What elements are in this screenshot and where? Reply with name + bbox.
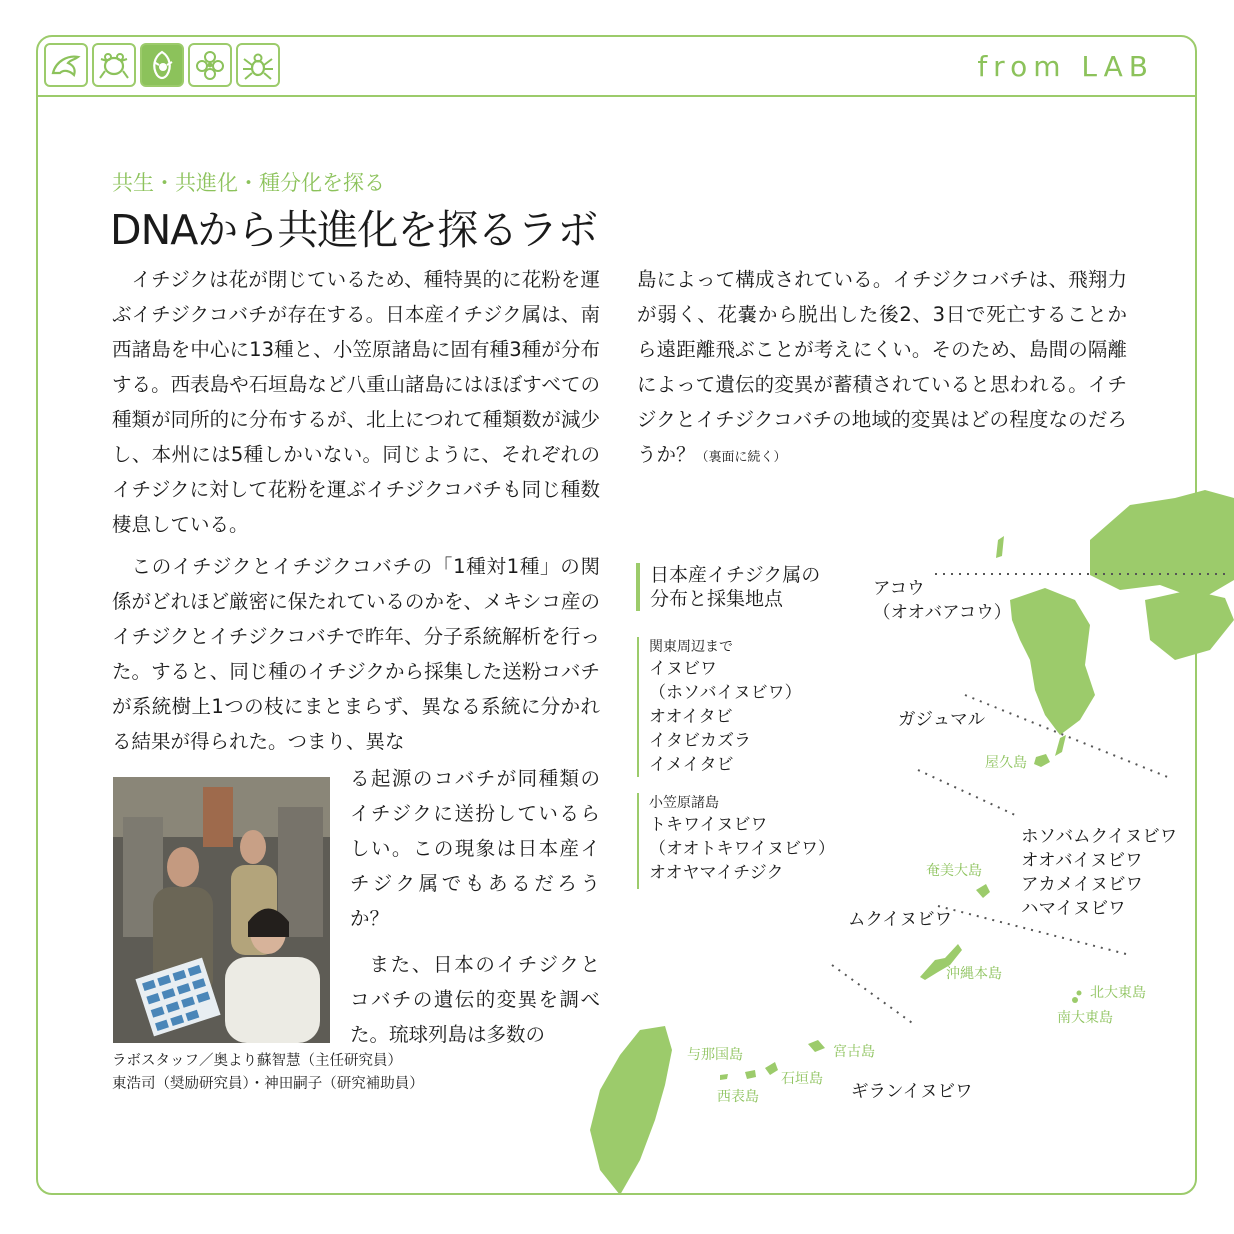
caption-line-2: 東浩司（奨励研究員）・神田嗣子（研究補助員）: [112, 1076, 424, 1092]
article-title: DNAから共進化を探るラボ: [110, 206, 598, 254]
species-label-gajumaru: ガジュマル: [898, 710, 986, 730]
caption-line-1: ラボスタッフ／奥より蘇智慧（主任研究員）: [112, 1053, 402, 1069]
species-label-mukuinubiwa: ムクイヌビワ: [848, 910, 953, 930]
list-item: オオヤマイチジク: [649, 863, 784, 883]
list-item: オオイタビ: [649, 707, 733, 727]
yakushima-land: [1034, 754, 1050, 767]
island-label-iriomote: 西表島: [717, 1089, 759, 1105]
from-lab-label: from LAB: [977, 50, 1154, 83]
body-paragraph-4-text: 島によって構成されている。イチジクコバチは、飛翔力が弱く、花嚢から脱出した後2、3日で死亡することから遠距離飛ぶことが考えにくい。そのため、島間の隔離によって遺伝的変異が蓄積されていると思われる。イチジクとイチジクコバチの地域的変異はどの程度なのだろうか？: [637, 268, 1127, 466]
body-paragraph-4: [637, 262, 1127, 475]
list-item: イヌビワ: [649, 659, 717, 679]
species-label-giraninubiwa: ギランイヌビワ: [851, 1082, 973, 1102]
species-label-line: ホソバムクイヌビワ: [1021, 827, 1178, 847]
island-label-minamidaito: 南大東島: [1057, 1010, 1113, 1026]
amami-land: [976, 884, 990, 898]
body-paragraph-2: このイチジクとイチジクコバチの「1種対1種」の関係がどれほど厳密に保たれているのかを、メキシコ産のイチジクとイチジクコバチで昨年、分子系統解析を行った。すると、同じ種のイチジクから採集した送粉コバチが系統樹上1つの枝にまとまらず、異なる系統に分かれる結果が得られた。つまり、異な: [112, 555, 600, 753]
iriomote-land: [745, 1070, 756, 1079]
taiwan-land: [590, 1026, 672, 1195]
list-item: （ホソバイヌビワ）: [649, 683, 802, 703]
tanegashima-land: [1055, 735, 1066, 756]
island-label-yakushima: 屋久島: [985, 755, 1027, 771]
yonaguni-land: [720, 1074, 728, 1080]
species-label-line: （オオバアコウ）: [873, 603, 1012, 623]
sado-land: [996, 536, 1004, 558]
map-legend-title-line-1: 日本産イチジク属の: [650, 564, 821, 586]
species-label-line: アカメイヌビワ: [1021, 875, 1143, 895]
island-label-amami: 奄美大島: [926, 863, 982, 879]
lizard-icon[interactable]: [44, 43, 88, 87]
shikoku-honshu-land: [1090, 490, 1234, 600]
group-title: 小笠原諸島: [649, 795, 719, 811]
ishigaki-land: [765, 1062, 778, 1075]
body-paragraph-3: また、日本のイチジクとコバチの遺伝的変異を調べた。琉球列島は多数の: [350, 953, 600, 1046]
island-label-yonaguni: 与那国島: [687, 1047, 743, 1063]
species-label-line: ハマイヌビワ: [1021, 899, 1126, 919]
shikoku-land: [1145, 590, 1234, 660]
kyushu-land: [1010, 588, 1095, 735]
list-item: （オオトキワイヌビワ）: [649, 839, 835, 859]
frog-icon[interactable]: [92, 43, 136, 87]
continued-note: （裏面に続く）: [695, 450, 787, 465]
miyako-land: [808, 1040, 825, 1052]
list-item: イタビカズラ: [649, 731, 751, 751]
body-paragraph-1: イチジクは花が閉じているため、種特異的に花粉を運ぶイチジクコバチが存在する。日本産イチジク属は、南西諸島を中心に13種と、小笠原諸島に固有種3種が分布する。西表島や石垣島など八重山諸島にはほぼすべての種類が同所的に分布するが、北上につれて種類数が減少し、本州には5種しかいない。同じように、それぞれのイチジクに対して花粉を運ぶイチジクコバチも同じ種数棲息している。: [112, 268, 600, 536]
map-legend-title-line-2: 分布と採集地点: [650, 588, 784, 610]
species-label-amami-group: [1021, 825, 1177, 921]
island-label-kitadaito: 北大東島: [1090, 985, 1146, 1001]
island-label-ishigaki: 石垣島: [781, 1071, 823, 1087]
species-label-akou: [873, 577, 1011, 625]
island-label-miyako: 宮古島: [833, 1044, 875, 1060]
species-group-ogasawara: [637, 793, 835, 889]
minamidaito-land: [1072, 997, 1078, 1003]
flower-icon[interactable]: [188, 43, 232, 87]
article-subtitle: 共生・共進化・種分化を探る: [112, 171, 385, 195]
spider-icon[interactable]: [236, 43, 280, 87]
island-label-okinawa: 沖縄本島: [946, 966, 1002, 982]
list-item: イメイタビ: [649, 755, 734, 775]
fig-wasp-icon[interactable]: [140, 43, 184, 87]
list-item: トキワイヌビワ: [649, 815, 768, 835]
lab-staff-photo: [113, 777, 330, 1043]
header-divider: [36, 95, 1197, 97]
group-title: 関東周辺まで: [649, 639, 733, 655]
species-label-line: アコウ: [873, 579, 925, 599]
category-icons: [44, 43, 280, 87]
map-legend-title: [636, 563, 820, 611]
kitadaito-land: [1077, 991, 1082, 996]
body-paragraph-2-continued: る起源のコバチが同種類のイチジクに送扮しているらしい。この現象は日本産イチジク属でもあるだろうか？: [350, 767, 600, 930]
species-group-kanto: [637, 637, 802, 777]
photo-caption: [112, 1050, 424, 1096]
species-label-line: オオバイヌビワ: [1021, 851, 1143, 871]
